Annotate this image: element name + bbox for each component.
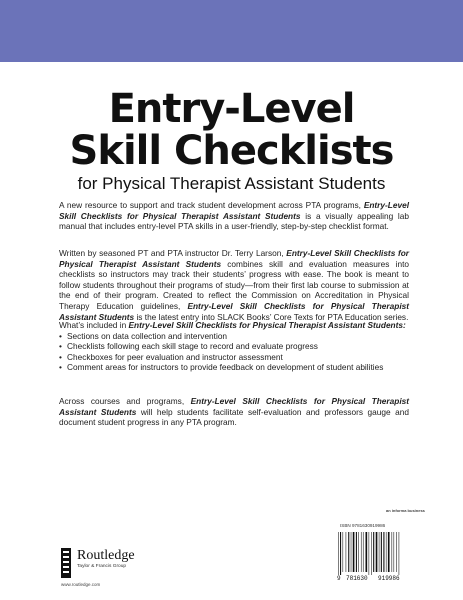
- p3-book-title: Entry-Level Skill Checklists for Physical Therapist Assistant Students:: [128, 320, 406, 330]
- p3-text-1: What’s included in: [59, 320, 129, 330]
- contents-section: [59, 320, 409, 373]
- p2-text-1: Written by seasoned PT and PTA instructor Dr. Terry Larson,: [59, 248, 287, 258]
- barcode-bar: [388, 532, 390, 572]
- barcode-bar: [376, 532, 378, 572]
- barcode-bar: [369, 532, 370, 575]
- barcode-bar: [386, 532, 387, 572]
- barcode-bar: [399, 532, 400, 575]
- barcode: [337, 530, 410, 575]
- p1-book-title: Entry-Level Skill Checklists for Physical Therapist Assistant Students: [59, 200, 409, 221]
- bullet-item: • Sections on data collection and intervention: [59, 331, 409, 342]
- informa-imprint: an informa business: [386, 508, 425, 513]
- publisher-logo: [61, 548, 181, 588]
- barcode-bar: [343, 532, 344, 572]
- barcode-digits-mid: 781630: [346, 575, 368, 582]
- p2-text-2: combines skill and evaluation measures into checklists so instructors may track their students’ progress with ease. The book is meant to follow students throughout their programs of study—from their first lab course to submission at the end of their program. Created to reflect the Commission on Accreditation in Physical Therapy Education guidelines,: [59, 258, 409, 311]
- p2-book-title-2: Entry-Level Skill Checklists for Physical Therapist Assistant Students: [59, 300, 409, 322]
- barcode-bar: [348, 532, 349, 572]
- isbn-label: ISBN 9781630919986: [340, 523, 386, 528]
- contents-bullet-list: [59, 331, 409, 373]
- p2-book-title-1: Entry-Level Skill Checklists for Physical Therapist Assistant Students: [59, 248, 410, 269]
- barcode-digits-last: 919986: [378, 575, 400, 582]
- p4-text-1: Across courses and programs,: [59, 396, 191, 406]
- p1-text-2: is a visually appealing lab manual that includes entry-level PTA skills in a user-friendly, step-by-step checklist format.: [59, 210, 409, 232]
- barcode-bar: [351, 532, 352, 572]
- bullet-item: • Comment areas for instructors to provide feedback on development of student abilities: [59, 362, 409, 373]
- book-title-line-1: Entry-Level: [108, 86, 355, 132]
- description-paragraph-4: [59, 396, 409, 428]
- barcode-bar: [340, 532, 341, 575]
- book-title-line-2: Skill Checklists: [69, 128, 394, 174]
- barcode-digit-first: 9: [337, 575, 341, 582]
- description-paragraph-2: [59, 248, 409, 322]
- barcode-bar: [353, 532, 355, 572]
- publisher-url: www.routledge.com: [61, 582, 101, 587]
- p2-text-3: is the latest entry into SLACK Books’ Core Texts for PTA Education series.: [134, 311, 409, 322]
- barcode-bar: [392, 532, 393, 572]
- p4-text-2: will help students facilitate self-evaluation and professors gauge and document student progress in any PTA program.: [59, 406, 409, 428]
- p1-text-1: A new resource to support and track student development across PTA programs,: [59, 200, 364, 210]
- barcode-bar: [383, 532, 384, 572]
- book-subtitle: for Physical Therapist Assistant Students: [77, 174, 386, 193]
- barcode-bar: [338, 532, 339, 575]
- barcode-bar: [396, 532, 397, 572]
- barcode-bar: [394, 532, 395, 572]
- barcode-bar: [373, 532, 374, 572]
- barcode-bar: [363, 532, 364, 572]
- top-color-band: [0, 0, 463, 62]
- p4-book-title: Entry-Level Skill Checklists for Physical Therapist Assistant Students: [59, 396, 410, 417]
- publisher-group: Taylor & Francis Group: [77, 564, 127, 569]
- bullet-item: • Checkboxes for peer evaluation and instructor assessment: [59, 352, 409, 363]
- barcode-bar: [371, 532, 372, 575]
- barcode-bar: [358, 532, 359, 572]
- description-paragraph-1: [59, 200, 409, 232]
- publisher-name: Routledge: [77, 548, 135, 563]
- barcode-bar: [379, 532, 380, 572]
- bullet-item: • Checklists following each skill stage to record and evaluate progress: [59, 341, 409, 352]
- barcode-bar: [366, 532, 368, 572]
- routledge-mark-icon: [61, 548, 71, 578]
- barcode-bar: [381, 532, 382, 572]
- barcode-bar: [361, 532, 362, 572]
- contents-intro: [59, 320, 409, 331]
- barcode-bar: [346, 532, 347, 572]
- barcode-bar: [356, 532, 357, 572]
